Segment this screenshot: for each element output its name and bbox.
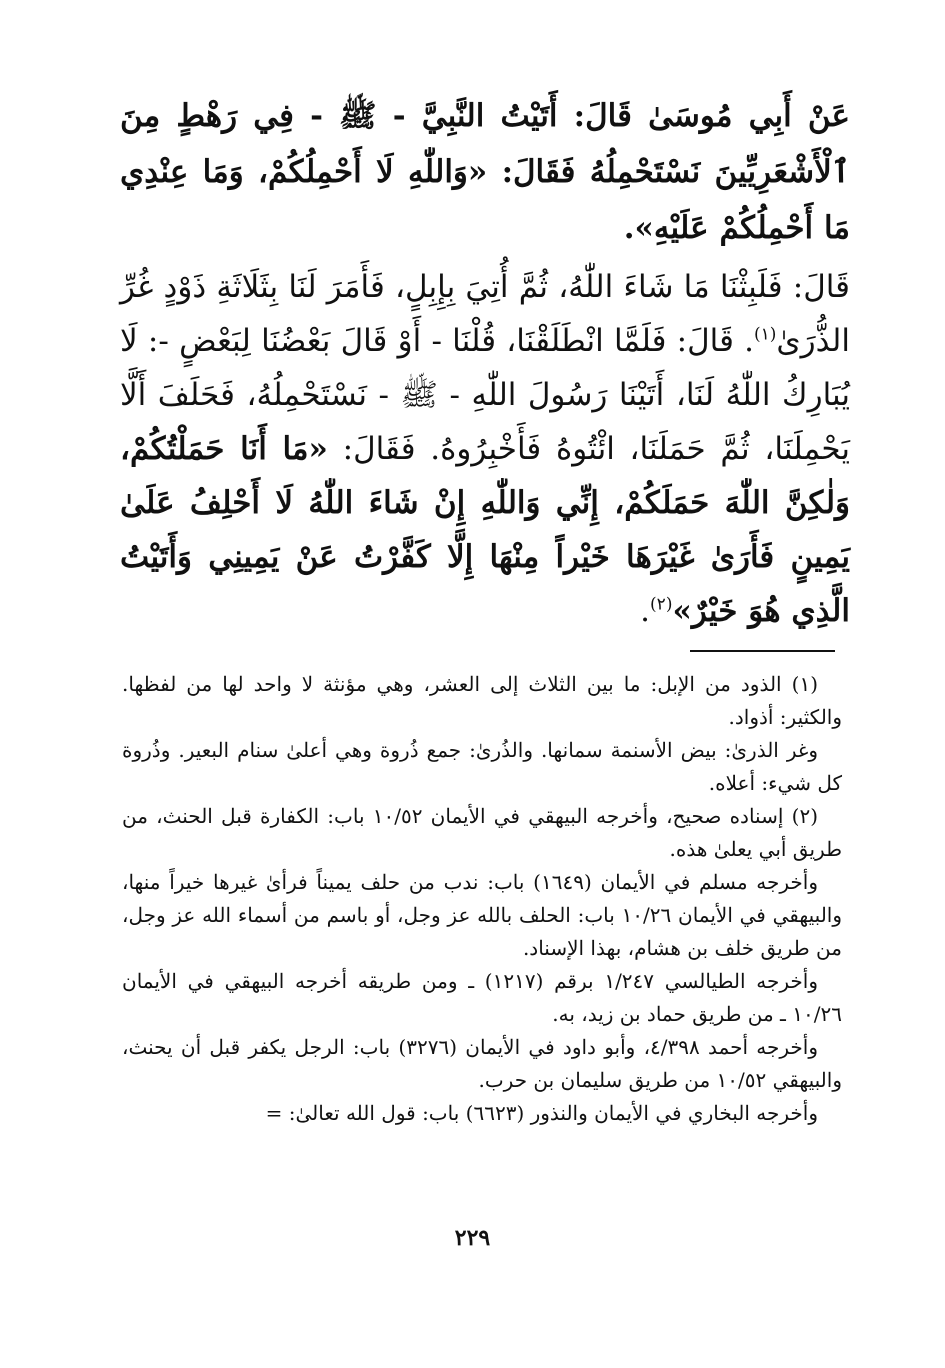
prophet-quote: «مَا أَنَا حَمَلْتُكُمْ، وَلٰكِنَّ اللّٰهَ حَمَلَكُمْ، إِنِّي وَاللّٰهِ إِنْ شَاءَ اللّٰهُ لَا أَحْلِفُ عَلَىٰ يَمِينٍ فَأَرَىٰ غَيْرَهَا خَيْراً مِنْهَا إِلَّا كَفَّرْتُ عَنْ يَمِينِي وَأَتَيْتُ الَّذِي هُوَ خَيْرٌ» bbox=[120, 431, 850, 629]
hadith-paragraph-2 bbox=[120, 260, 850, 638]
footnote-2-muslim: وأخرجه مسلم في الأيمان (١٦٤٩) باب: ندب من حلف يميناً فرأىٰ غيرها خيراً منها، والبيهقي في الأيمان ١٠/٢٦ باب: الحلف بالله عز وجل، أو باسم من أسماء الله عز وجل، من طريق خلف بن هشام، بهذا الإسناد. bbox=[122, 870, 842, 960]
footnote-1-continued: وغر الذرىٰ: بيض الأسنمة سمانها. والذُرىٰ: جمع ذُروة وهي أعلىٰ سنام البعير. وذُروة كل شيء: أعلاه. bbox=[122, 738, 842, 795]
page-number: ٢٢٩ bbox=[454, 1225, 491, 1251]
footnote-2: (٢) إسناده صحيح، وأخرجه البيهقي في الأيمان ١٠/٥٢ باب: الكفارة قبل الحنث، من طريق أبي يعلىٰ هذه. bbox=[122, 804, 842, 861]
paragraph-2-narration-continued: . قَالَ: فَلَمَّا انْطَلَقْنَا، قُلْنَا - أَوْ قَالَ بَعْضُنَا لِبَعْضٍ -: لَا يُبَارِكُ اللّٰهُ لَنَا، أَتَيْنَا رَسُولَ اللّٰهِ - ﷺ - نَسْتَحْمِلُهُ، فَحَلَفَ أَلَّا يَحْمِلَنَا، ثُمَّ حَمَلَنَا، ائْتُوهُ فَأَخْبِرُوهُ. فَقَالَ: bbox=[120, 323, 851, 467]
footnote-2-bukhari: وأخرجه البخاري في الأيمان والنذور (٦٦٢٣) باب: قول الله تعالىٰ: = bbox=[265, 1101, 818, 1125]
footnote-ref-2[interactable]: (٢) bbox=[650, 594, 673, 615]
hadith-paragraph-1: عَنْ أَبِي مُوسَىٰ قَالَ: أَتَيْتُ النَّبِيَّ - ﷺ - فِي رَهْطٍ مِنَ ٱلْأَشْعَرِيِّينَ نَسْتَحْمِلُهُ فَقَالَ: «وَاللّٰهِ لَا أَحْمِلُكُمْ، وَمَا عِنْدِي مَا أَحْمِلُكُمْ عَلَيْهِ». bbox=[120, 98, 850, 246]
footnote-ref-1[interactable]: (١) bbox=[754, 324, 777, 345]
footnote-separator bbox=[690, 650, 835, 652]
footnote-2-tayalisi: وأخرجه الطيالسي ١/٢٤٧ برقم (١٢١٧) ـ ومن طريقه أخرجه البيهقي في الأيمان ١٠/٢٦ ـ من طريق حماد بن زيد، به. bbox=[122, 969, 842, 1026]
footnote-1: (١) الذود من الإبل: ما بين الثلاث إلى العشر، وهي مؤنثة لا واحد لها من لفظها. والكثير: أذواد. bbox=[122, 672, 842, 729]
footnotes bbox=[122, 668, 842, 1130]
paragraph-2-end: . bbox=[640, 593, 651, 629]
footnote-2-ahmad: وأخرجه أحمد ٤/٣٩٨، وأبو داود في الأيمان (٣٢٧٦) باب: الرجل يكفر قبل أن يحنث، والبيهقي ١٠/٥٢ من طريق سليمان بن حرب. bbox=[122, 1035, 842, 1092]
paragraph-2-narration: قَالَ: فَلَبِثْنَا مَا شَاءَ اللّٰهُ، ثُمَّ أُتِيَ بِإِبِلٍ، فَأَمَرَ لَنَا بِثَلَاثَةِ ذَوْدٍ غُرِّ الذُّرَىٰ bbox=[120, 269, 850, 359]
